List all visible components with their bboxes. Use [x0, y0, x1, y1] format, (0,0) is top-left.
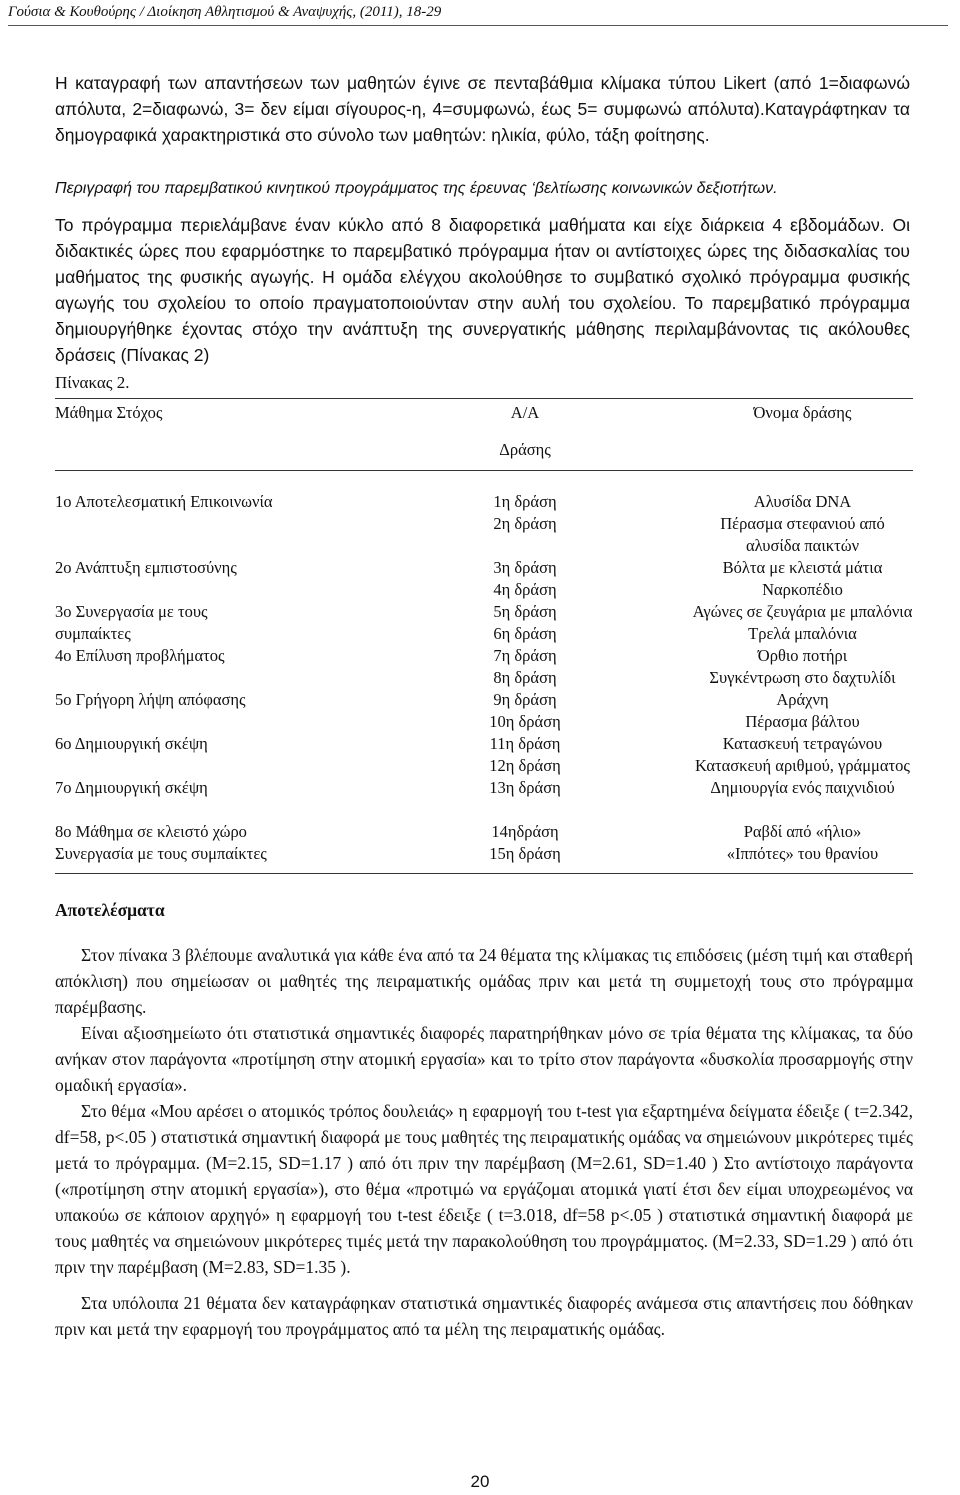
table-cell-lesson: 5ο Γρήγορη λήψη απόφασης [55, 690, 246, 709]
table-cell-number: 14ηδράση [491, 822, 559, 841]
table-cell-name: Πέρασμα στεφανιού από [720, 514, 885, 533]
table-cell-number: 1η δράση [493, 492, 557, 511]
table-cell-name: Πέρασμα βάλτου [745, 712, 860, 731]
table-cell-lesson: 8ο Μάθημα σε κλειστό χώρο [55, 822, 247, 841]
table-cell-number: 6η δράση [493, 624, 557, 643]
table-cell-number: 13η δράση [489, 778, 561, 797]
table-cell-lesson: 6ο Δημιουργική σκέψη [55, 734, 208, 753]
results-heading: Αποτελέσματα [55, 900, 165, 920]
table-cell-name: αλυσίδα παικτών [745, 536, 860, 555]
table-cell-number: 3η δράση [493, 558, 557, 577]
section-subtitle: Περιγραφή του παρεμβατικού κινητικού προγράμματος της έρευνας ‘βελτίωσης κοινωνικών δεξιοτήτων. [55, 180, 778, 197]
col-header-number: Α/Α [510, 403, 540, 422]
table-header-rule [55, 470, 913, 471]
table-cell-name: Αλυσίδα DNA [753, 492, 852, 511]
table-caption: Πίνακας 2. [55, 373, 130, 392]
results-paragraph-3: Στο θέμα «Μου αρέσει ο ατομικός τρόπος δουλειάς» η εφαρμογή του t-test για εξαρτημένα δείγματα έδειξε ( t=2.342, df=58, p<.05 ) στατιστικά σημαντική διαφορά με τους μαθητές της πειραματικής ομάδας να σημειώνουν μικρότερες τιμές μετά το πρόγραμμα. (M=2.15, SD=1.17 ) από ότι πριν την παρέμβαση (M=2.61, SD=1.40 ) Στο αντίστοιχο παράγοντα («προτίμηση στην ατομική εργασία»), στο θέμα «προτιμώ να εργάζομαι ατομικά γιατί έτσι δεν είμαι υποχρεωμένος να υπακούω σε κάποιον αρχηγό» η εφαρμογή του t-test έδειξε ( t=3.018, df=58 p<.05 ) στατιστικά σημαντική διαφορά με τους μαθητές να σημειώνουν μικρότερες τιμές μετά την παρακολούθηση του προγράμματος. (M=2.33, SD=1.29 ) από ότι πριν την παρέμβαση (M=2.83, SD=1.35 ). [55, 1101, 913, 1277]
table-cell-number: 5η δράση [493, 602, 557, 621]
table-cell-name: Δημιουργία ενός παιχνιδιού [710, 778, 895, 797]
page-number: 20 [470, 1472, 490, 1491]
table-cell-name: Αράχνη [776, 690, 829, 709]
table-cell-number: 15η δράση [489, 844, 561, 863]
table-cell-lesson: συμπαίκτες [55, 624, 131, 643]
table-cell-name: Ραβδί από «ήλιο» [743, 822, 862, 841]
table-cell-lesson: Συνεργασία με τους συμπαίκτες [55, 844, 267, 863]
results-paragraph-4: Στα υπόλοιπα 21 θέματα δεν καταγράφηκαν στατιστικά σημαντικές διαφορές ανάμεσα στις απαντήσεις που δόθηκαν πριν και μετά την εφαρμογή του προγράμματος από τα μέλη της πειραματικής ομάδας. [55, 1293, 913, 1339]
table-cell-lesson: 7ο Δημιουργική σκέψη [55, 778, 208, 797]
table-cell-lesson: 2ο Ανάπτυξη εμπιστοσύνης [55, 558, 237, 577]
col-header-number-2: Δράσης [499, 440, 551, 459]
running-header: Γούσια & Κουθούρης / Διοίκηση Αθλητισμού & Αναψυχής, (2011), 18-29 [8, 4, 948, 26]
table-top-rule [55, 398, 913, 399]
table-cell-number: 2η δράση [493, 514, 557, 533]
table-cell-lesson: 1ο Αποτελεσματική Επικοινωνία [55, 492, 273, 511]
table-cell-name: Όρθιο ποτήρι [757, 646, 848, 665]
table-cell-number: 10η δράση [489, 712, 561, 731]
table-cell-name: «Ιππότες» του θρανίου [726, 844, 879, 863]
table-cell-number: 4η δράση [493, 580, 557, 599]
table-cell-name: Κατασκευή τετραγώνου [722, 734, 883, 753]
table-cell-number: 8η δράση [493, 668, 557, 687]
table-cell-name: Βόλτα με κλειστά μάτια [722, 558, 883, 577]
table-cell-name: Τρελά μπαλόνια [748, 624, 857, 643]
table-cell-name: Κατασκευή αριθμού, γράμματος [695, 756, 910, 775]
table-cell-name: Συγκέντρωση στο δαχτυλίδι [709, 668, 896, 687]
table-cell-number: 12η δράση [489, 756, 561, 775]
table-cell-name: Ναρκοπέδιο [762, 580, 843, 599]
col-header-lesson: Μάθημα Στόχος [55, 403, 163, 422]
table-cell-number: 9η δράση [493, 690, 557, 709]
results-paragraph-2: Είναι αξιοσημείωτο ότι στατιστικά σημαντικές διαφορές παρατηρήθηκαν μόνο σε τρία θέματα της κλίμακας, τα δύο ανήκαν στον παράγοντα «προτίμηση στην ατομική εργασία» και το τρίτο στον παράγοντα «δυσκολία προσαρμογής στην ομαδική εργασία». [55, 1023, 913, 1095]
table-cell-number: 11η δράση [489, 734, 561, 753]
table-cell-number: 7η δράση [493, 646, 557, 665]
table-cell-lesson: 3ο Συνεργασία με τους [55, 602, 208, 621]
program-paragraph: Το πρόγραμμα περιελάμβανε έναν κύκλο από 8 διαφορετικά μαθήματα και είχε διάρκεια 4 εβδομάδων. Οι διδακτικές ώρες που εφαρμόστηκε το παρεμβατικό πρόγραμμα ήταν οι αντίστοιχες ώρες της διδασκαλίας του μαθήματος της φυσικής αγωγής. Η ομάδα ελέγχου ακολούθησε το συμβατικό σχολικό πρόγραμμα φυσικής αγωγής του σχολείου το οποίο πραγματοποιούνταν στην αυλή του σχολείου. Το παρεμβατικό πρόγραμμα δημιουργήθηκε έχοντας στόχο την ανάπτυξη της συνεργατικής μάθησης περιλαμβάνοντας τις ακόλουθες δράσεις (Πίνακας 2) [55, 215, 910, 365]
results-paragraph-1: Στον πίνακα 3 βλέπουμε αναλυτικά για κάθε ένα από τα 24 θέματα της κλίμακας τις επιδόσεις (μέση τιμή και σταθερή απόκλιση) που σημείωσαν οι μαθητές της πειραματικής ομάδας πριν και μετά τη συμμετοχή τους στο πρόγραμμα παρέμβασης. [55, 945, 913, 1017]
intro-paragraph: Η καταγραφή των απαντήσεων των μαθητών έγινε σε πενταβάθμια κλίμακα τύπου Likert (από 1=διαφωνώ απόλυτα, 2=διαφωνώ, 3= δεν είμαι σίγουρος-η, 4=συμφωνώ, έως 5= συμφωνώ απόλυτα).Καταγράφτηκαν τα δημογραφικά χαρακτηριστικά στο σύνολο των μαθητών: ηλικία, φύλο, τάξη φοίτησης. [55, 73, 910, 145]
table-cell-lesson: 4ο Επίλυση προβλήματος [55, 646, 225, 665]
col-header-name: Όνομα δράσης [753, 403, 852, 422]
table-bottom-rule [55, 873, 913, 874]
table-cell-name: Αγώνες σε ζευγάρια με μπαλόνια [692, 602, 913, 621]
